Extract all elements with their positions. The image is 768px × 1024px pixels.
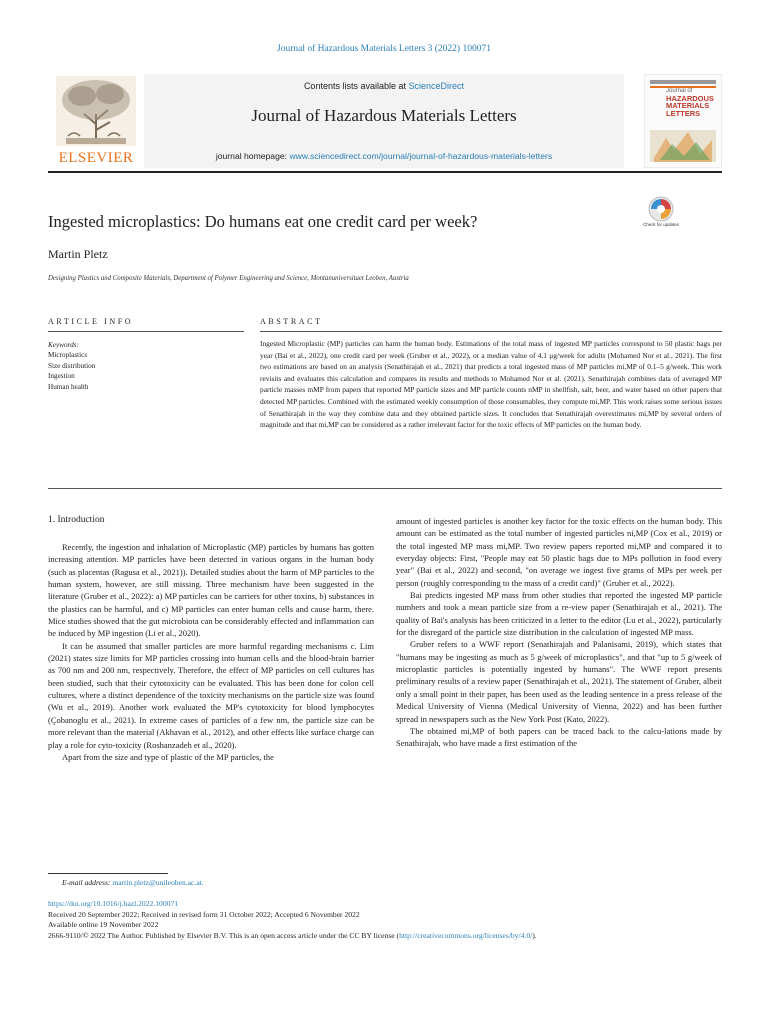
cover-title-line: HAZARDOUS [666,94,714,104]
doi-link[interactable]: https://doi.org/10.1016/j.hazl.2022.100071 [48,899,179,908]
homepage-link[interactable]: www.sciencedirect.com/journal/journal-of-hazardous-materials-letters [289,151,553,161]
keyword-item: Microplastics [48,351,88,360]
abstract-heading: ABSTRACT [260,317,323,326]
email-label: E-mail address: [62,878,111,887]
body-paragraph: Bai predicts ingested MP mass from other studies that reported the ingested MP particle numbers and took a mean particle size from a re-view paper (Senathirajah et al., 2021). The quality of Bai's analysis has been criticized in a letter to the editor (Lu et al., 2022), particularly for the disregard of the particle size distribution in the calculation of ingested MP mass. [396,590,722,638]
license-line [48,931,738,942]
article-footer [48,899,738,941]
author-name[interactable]: Martin Pletz [48,247,108,261]
body-column-right [396,515,722,750]
abstract-bottom-rule [48,488,722,489]
abstract-text: Ingested Microplastic (MP) particles can harm the human body. Estimations of the total mass of ingested MP particles correspond to 50 plastic bags per year (Bai et al., 2022), one credit card per week (Gruber et al., 2022), or a median value of 4.1 μg/week for adults (Mohamed Nor et al., 2021). The first two estimations are based on an analysis (Senathirajah et al., 2021) that predicts a total ingested mass of MP particles mi,MP of 0.1–5 g/week. This work revisits and evaluates this calculation and compares its results and methods to Mohamed Nor et al. (2021). Senathirajah combines data of averaged MP particle masses mMP from papers that reported MP particle sizes and MP particle counts nMP in shellfish, salt, beer, and water based on other papers that detected MP particles. Combined with the estimated weekly consumption of those consumables, they compute mi,MP. This work raises some serious issues of Senathirajah in the way they combine data and they obtained particle sizes. It concludes that Senathirajah overestimates mi,MP by several orders of magnitude and that mi,MP can be considered as a rather irrelevant factor for the toxic effects of MP particles on the human body. [260,339,722,430]
running-header[interactable]: Journal of Hazardous Materials Letters 3 (2022) 100071 [277,44,491,54]
abstract-rule [260,331,722,332]
masthead-band [144,74,624,168]
cover-title-line: LETTERS [666,108,701,118]
journal-cover[interactable] [644,74,722,168]
elsevier-logo[interactable] [48,74,144,168]
check-for-updates-badge[interactable] [643,196,679,236]
publisher-name: ELSEVIER [58,150,134,166]
body-paragraph: It can be assumed that smaller particles are more harmful regarding mechanisms c. Lim (2021) states size limits for MP particles crossing into human cells and the blood-brain barrier as 700 nm and 200 nm, respectively. Therefore, the effect of MP particles on cell cultures has been studied, such that their cytotoxicity can be evaluated. This has been done for colon cell cultures, where a distinct dependence of the toxicity mechanisms on the particle size was found (Wu et al., 2019). Another work evaluated the MP's cytotoxicity for blood lymphocytes (Çobanoglu et al., 2021). In extreme cases of particles of a few nm, the particle size can be more relevant than the material (Akhavan et al., 2012), and other effects like surface charge can play a role for cyto-toxicity (Roshanzadeh et al., 2020). [48,640,374,750]
crossmark-label: Check for updates [643,222,679,227]
cover-title-line: Journal of [666,88,693,94]
keyword-item: Human health [48,382,89,391]
journal-title[interactable]: Journal of Hazardous Materials Letters [251,106,517,125]
keywords-label: Keywords: [48,341,79,349]
email-link[interactable]: martin.pletz@unileoben.ac.at. [112,878,204,887]
journal-masthead [48,74,722,168]
license-link[interactable]: http://creativecommons.org/licenses/by/4.0/ [399,930,533,940]
keywords-block [48,340,244,392]
body-column-left [48,541,374,763]
article-info-rule [48,331,244,332]
body-paragraph: Apart from the size and type of plastic of the MP particles, the [62,751,274,762]
cover-title [666,88,720,117]
received-dates: Received 20 September 2022; Received in revised form 31 October 2022; Accepted 6 November 2022 [48,909,360,919]
license-suffix: ). [532,930,537,940]
section-heading-introduction: 1. Introduction [48,515,105,525]
email-footnote [62,878,204,887]
article-info-heading: ARTICLE INFO [48,317,134,326]
journal-homepage-line [144,151,624,161]
sciencedirect-link[interactable]: ScienceDirect [408,81,465,91]
body-paragraph: Recently, the ingestion and inhalation of Microplastic (MP) particles by humans has gotten increasing attention. MP particles have been detected in various organs in the human body (such as placentas (Ragusa et al., 2021)). Detailed studies about the harm of MP particles to the human system, however, are still missing. Three mechanism have been suggested in the literature (Gruber et al., 2022): a) MP particles can be carriers for other toxins, b) substances in the plastics can be harmful, and c) MP particles can enter human cells and cause harm, there. Mice studies showed that the gut microbiota can be considerably effected and inflammation can be induced by MP ingestion (Li et al., 2020). [48,542,374,639]
body-paragraph: amount of ingested particles is another key factor for the toxic effects on the human body. This amount can be estimated as the total number of ingested particles ni,MP (Cox et al., 2019) or the total ingested MP mass mi,MP. Two review papers reported mi,MP and compared it to everyday objects: First, "People may eat 50 plastic bags due to MPs pollution in food every year" (Bai et al., 2022) and second, "on average we ingest five grams of MPs per week per person (roughly corresponding to the mass of a credit card)" (Gruber et al., 2022). [396,516,722,588]
masthead-rule [48,171,722,173]
license-prefix: 2666-9110/© 2022 The Author. Published by Elsevier B.V. This is an open access article under the CC BY license ( [48,930,400,940]
keyword-item: Ingestion [48,372,75,381]
footnote-rule [48,873,168,874]
cover-title-line: MATERIALS [666,101,710,111]
body-paragraph: The obtained mi,MP of both papers can be traced back to the calcu-lations made by Senathirajah, who have made a first estimation of the [396,725,722,749]
contents-prefix: Contents lists available at [303,81,406,91]
homepage-label: journal homepage: [215,151,288,161]
crossmark-icon [646,196,676,222]
author-affiliation: Designing Plastics and Composite Materials, Department of Polymer Engineering and Science, Montanuniversitaet Leoben, Austria [48,275,409,282]
available-online: Available online 19 November 2022 [48,920,159,930]
keyword-item: Size distribution [48,361,96,370]
body-paragraph: Gruber refers to a WWF report (Senathirajah and Palanisami, 2019), which states that "humans may be ingesting as much as 5 g/week of microplastics", and that "up to 5 g/week of microplastic particles is potentially ingested by humans". The WWF report presents preliminary results of a review paper (Senathirajah et al., 2021). The statement of Gruber, albeit only a small point in their paper, has been used as the leading sentence in a press release of the Medical University of Vienna (Medical University of Vienna, 2022) and has been further spread in newspapers such as the New York Post (Kato, 2022). [396,639,722,724]
contents-line [144,81,624,91]
article-title: Ingested microplastics: Do humans eat one credit card per week? [48,212,478,231]
